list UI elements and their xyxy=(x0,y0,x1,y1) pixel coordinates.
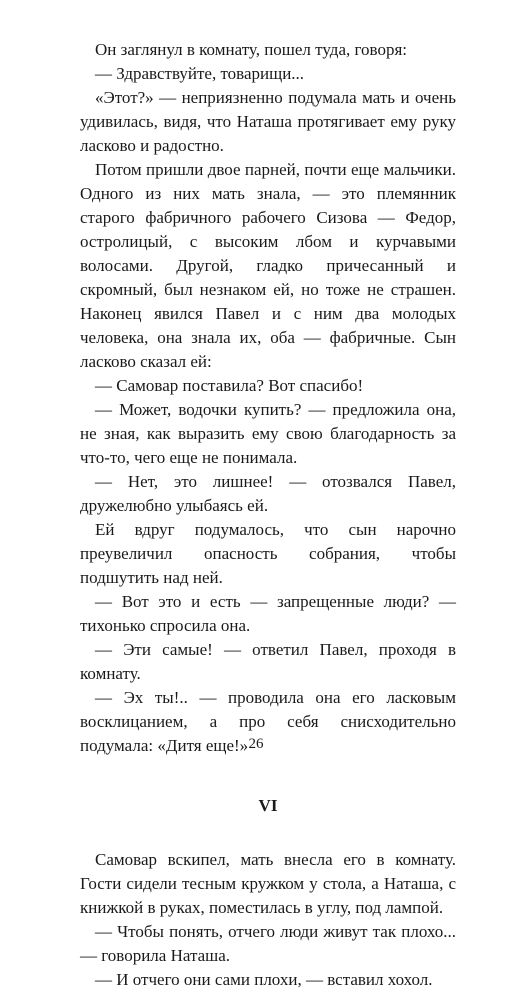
paragraph: Самовар вскипел, мать внесла его в комнату. Гости сидели тесным кружком у стола, а Наташа, с книжкой в руках, поместилась в углу, под лампой. xyxy=(80,850,456,917)
chapter-heading: VI xyxy=(258,796,278,815)
page-text-column xyxy=(80,38,456,992)
paragraph: — Самовар поставила? Вот спасибо! xyxy=(95,376,364,395)
page-number: 26 xyxy=(248,736,264,752)
paragraph: Он заглянул в комнату, пошел туда, говоря: xyxy=(95,40,407,59)
paragraph: — Эти самые! — ответил Павел, проходя в комнату. xyxy=(80,640,456,683)
paragraph: Потом пришли двое парней, почти еще мальчики. Одного из них мать знала, — это племянник старого фабричного рабочего Сизова — Федор, остролицый, с высоким лбом и курчавыми волосами. Другой, гладко причесанный и скромный, был незнаком ей, но тоже не страшен. Наконец явился Павел и с ним два молодых человека, она знала их, оба — фабричные. Сын ласково сказал ей: xyxy=(80,160,456,371)
paragraph: Ей вдруг подумалось, что сын нарочно преувеличил опасность собрания, чтобы подшутить над ней. xyxy=(80,520,456,587)
paragraph: — Эх ты!.. — проводила она его ласковым восклицанием, а про себя снисходительно подумала: «Дитя еще!» xyxy=(80,688,456,755)
paragraph: — Вот это и есть — запрещенные люди? — тихонько спросила она. xyxy=(80,592,456,635)
paragraph: — Здравствуйте, товарищи... xyxy=(95,64,305,83)
paragraph: — Нет, это лишнее! — отозвался Павел, дружелюбно улыбаясь ей. xyxy=(80,472,456,515)
paragraph: — Чтобы понять, отчего люди живут так плохо... — говорила Наташа. xyxy=(80,922,456,965)
paragraph: — И отчего они сами плохи, — вставил хохол. xyxy=(95,970,433,989)
paragraph: «Этот?» — неприязненно подумала мать и очень удивилась, видя, что Наташа протягивает ему руку ласково и радостно. xyxy=(80,88,456,155)
paragraph: — Может, водочки купить? — предложила она, не зная, как выразить ему свою благодарность за что-то, чего еще не понимала. xyxy=(80,400,456,467)
